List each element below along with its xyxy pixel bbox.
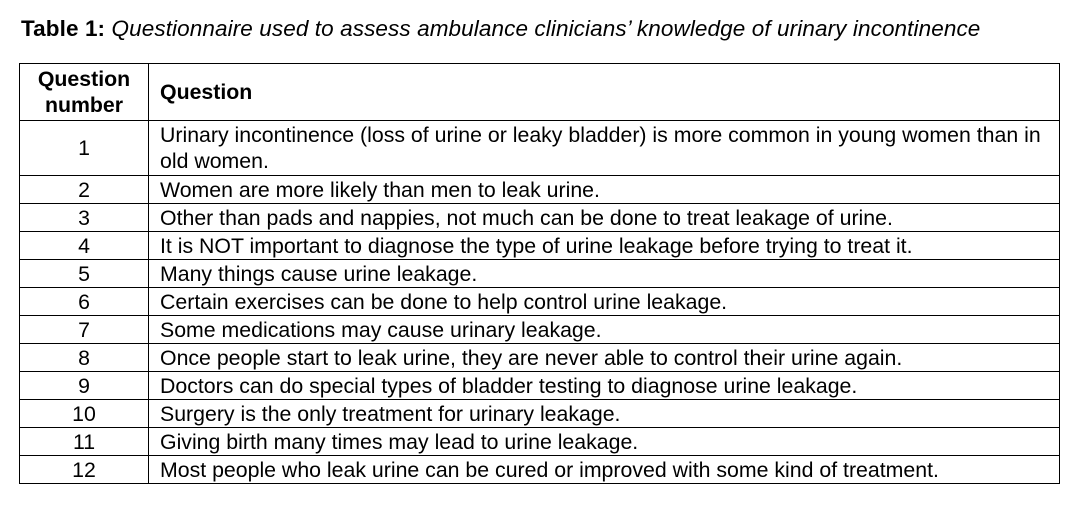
header-question-number xyxy=(20,64,149,121)
question-number: 11 xyxy=(20,428,149,456)
question-number: 6 xyxy=(20,288,149,316)
question-number: 9 xyxy=(20,372,149,400)
table-caption xyxy=(21,14,980,44)
header-number-line2: number xyxy=(44,93,124,117)
caption-text: Questionnaire used to assess ambulance clinicians’ knowledge of urinary incontinence xyxy=(111,16,981,41)
table-row xyxy=(20,400,1060,428)
question-number: 7 xyxy=(20,316,149,344)
question-number: 2 xyxy=(20,176,149,204)
table-row xyxy=(20,232,1060,260)
caption-label: Table 1: xyxy=(21,16,106,41)
question-number: 3 xyxy=(20,204,149,232)
question-text: Many things cause urine leakage. xyxy=(149,260,1060,288)
table-row xyxy=(20,121,1060,176)
question-text: Once people start to leak urine, they are never able to control their urine again. xyxy=(149,344,1060,372)
table-row xyxy=(20,316,1060,344)
header-row xyxy=(20,64,1060,121)
table-row xyxy=(20,372,1060,400)
question-text: Some medications may cause urinary leakage. xyxy=(149,316,1060,344)
question-text: Other than pads and nappies, not much can be done to treat leakage of urine. xyxy=(149,204,1060,232)
question-number: 8 xyxy=(20,344,149,372)
question-text: Women are more likely than men to leak urine. xyxy=(149,176,1060,204)
question-number: 4 xyxy=(20,232,149,260)
table-row xyxy=(20,204,1060,232)
question-number: 1 xyxy=(20,121,149,176)
question-number: 5 xyxy=(20,260,149,288)
table-row xyxy=(20,176,1060,204)
question-text: Surgery is the only treatment for urinary leakage. xyxy=(149,400,1060,428)
question-text: Doctors can do special types of bladder testing to diagnose urine leakage. xyxy=(149,372,1060,400)
questionnaire-table xyxy=(19,63,1060,484)
header-question: Question xyxy=(149,64,1060,121)
question-text: It is NOT important to diagnose the type of urine leakage before trying to treat it. xyxy=(149,232,1060,260)
question-text: Giving birth many times may lead to urine leakage. xyxy=(149,428,1060,456)
table-row xyxy=(20,428,1060,456)
question-text: Certain exercises can be done to help control urine leakage. xyxy=(149,288,1060,316)
table-row xyxy=(20,456,1060,484)
question-text: Most people who leak urine can be cured or improved with some kind of treatment. xyxy=(149,456,1060,484)
table-row xyxy=(20,288,1060,316)
question-number: 12 xyxy=(20,456,149,484)
question-text: Urinary incontinence (loss of urine or leaky bladder) is more common in young women than in old women. xyxy=(149,121,1060,176)
table-row xyxy=(20,260,1060,288)
question-number: 10 xyxy=(20,400,149,428)
header-number-line1: Question xyxy=(37,67,131,91)
table-row xyxy=(20,344,1060,372)
